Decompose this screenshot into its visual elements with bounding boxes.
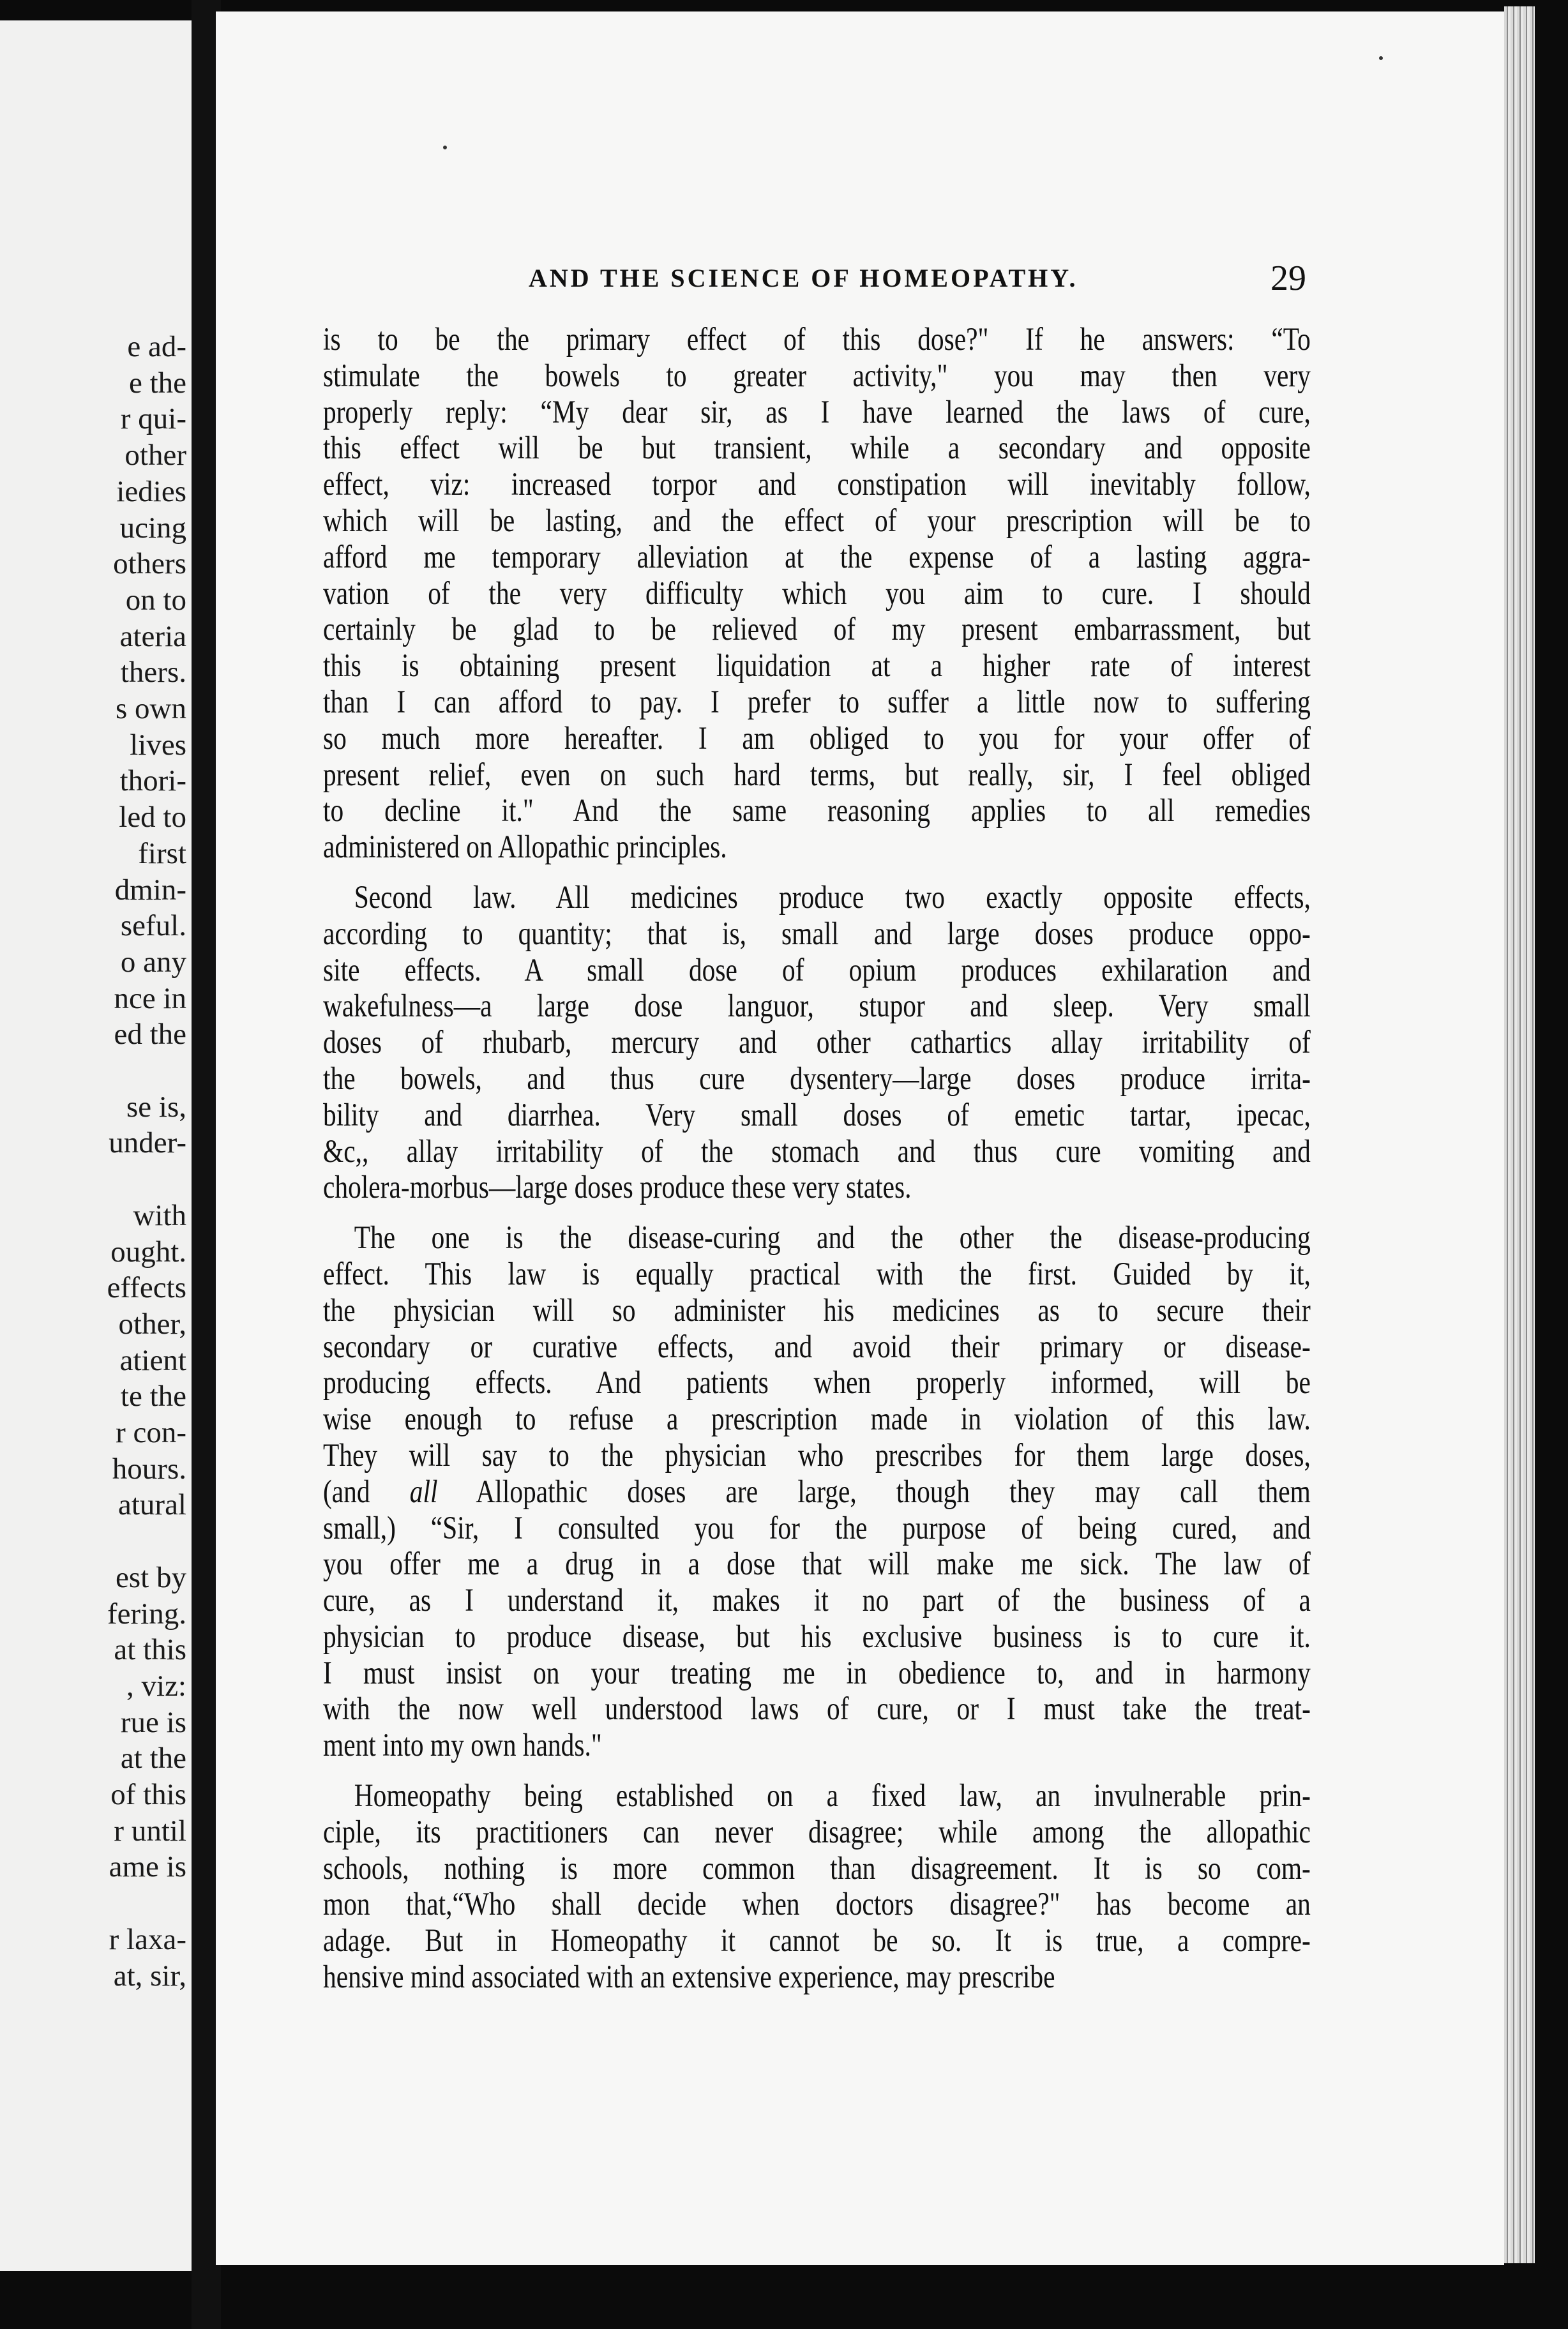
text-line: wakefulness—a large dose languor, stupor and sleep. Very small xyxy=(323,988,1311,1025)
left-page-line: of this xyxy=(110,1778,186,1811)
left-facing-page xyxy=(0,20,192,2271)
text-line: I must insist on your treating me in obedience to, and in harmony xyxy=(323,1655,1311,1691)
text-line: physician to produce disease, but his exclusive business is to cure it. xyxy=(323,1618,1311,1655)
text-line: according to quantity; that is, small and large doses produce oppo- xyxy=(323,916,1311,952)
left-page-line: ucing xyxy=(119,511,186,545)
text-line: stimulate the bowels to greater activity," you may then very xyxy=(323,358,1311,394)
text-line: The one is the disease-curing and the other the disease-producing xyxy=(354,1220,1311,1256)
left-page-line: others xyxy=(113,547,186,581)
left-page-line: nce in xyxy=(114,981,186,1015)
ink-speck xyxy=(443,146,447,149)
left-page-line: at, sir, xyxy=(113,1959,186,1993)
running-head xyxy=(216,258,1504,296)
left-page-line: r laxa- xyxy=(109,1922,186,1956)
paragraph xyxy=(323,880,1311,1206)
main-page xyxy=(216,11,1504,2265)
text-line: mon that,“Who shall decide when doctors disagree?" has become an xyxy=(323,1887,1311,1923)
left-page-line: effects xyxy=(107,1271,186,1305)
text-line: the bowels, and thus cure dysentery—large doses produce irrita- xyxy=(323,1060,1311,1097)
text-line: which will be lasting, and the effect of your prescription will be to xyxy=(323,502,1311,539)
text-line: bility and diarrhea. Very small doses of emetic tartar, ipecac, xyxy=(323,1097,1311,1133)
left-page-line: other, xyxy=(118,1307,186,1341)
text-line: the physician will so administer his medicines as to secure their xyxy=(323,1292,1311,1329)
left-page-line: thori- xyxy=(119,764,186,798)
text-line: afford me temporary alleviation at the expense of a lasting aggra- xyxy=(323,539,1311,575)
left-page-line: hours. xyxy=(112,1452,186,1486)
left-page-line: r con- xyxy=(116,1416,186,1449)
text-line: present relief, even on such hard terms, but really, sir, I feel obliged xyxy=(323,757,1311,793)
left-page-line: atural xyxy=(118,1488,186,1522)
left-page-line: at the xyxy=(120,1742,186,1775)
left-page-line: ateria xyxy=(119,619,186,653)
text-line: adage. But in Homeopathy it cannot be so. It is true, a compre- xyxy=(323,1923,1311,1959)
left-page-line: thers. xyxy=(120,656,186,690)
left-page-line: lives xyxy=(130,728,186,762)
text-line: is to be the primary effect of this dose?" If he answers: “To xyxy=(323,322,1311,358)
left-page-line: fering. xyxy=(107,1597,186,1631)
text-line: They will say to the physician who prescribes for them large doses, xyxy=(323,1437,1311,1474)
left-page-line: r qui- xyxy=(120,402,186,436)
left-page-line: at this xyxy=(114,1633,186,1667)
text-line: cholera-morbus—large doses produce these very states. xyxy=(323,1170,912,1206)
left-page-line: se is, xyxy=(126,1090,186,1124)
text-line: ment into my own hands." xyxy=(323,1728,602,1764)
text-line: vation of the very difficulty which you aim to cure. I should xyxy=(323,575,1311,612)
running-title: AND THE SCIENCE OF HOMEOPATHY. xyxy=(529,264,1078,292)
text-line: producing effects. And patients when properly informed, will be xyxy=(323,1365,1311,1401)
text-line: site effects. A small dose of opium produces exhilaration and xyxy=(323,952,1311,988)
left-page-line: s own xyxy=(116,692,186,725)
left-page-line: on to xyxy=(125,583,186,617)
left-page-line: o any xyxy=(120,945,186,979)
left-page-line: first xyxy=(138,836,186,870)
left-page-line: ed the xyxy=(114,1018,186,1051)
left-page-line: led to xyxy=(119,801,186,834)
ink-speck xyxy=(1379,56,1383,60)
body-text xyxy=(323,322,1311,1996)
left-page-line: seful. xyxy=(120,909,186,943)
text-line: effect, viz: increased torpor and constipation will inevitably follow, xyxy=(323,467,1311,503)
text-line: ciple, its practitioners can never disagree; while among the allopathic xyxy=(323,1814,1311,1850)
text-line: small,) “Sir, I consulted you for the purpose of being cured, and xyxy=(323,1510,1311,1546)
text-line: properly reply: “My dear sir, as I have learned the laws of cure, xyxy=(323,394,1311,430)
paragraph xyxy=(323,1220,1311,1764)
text-line: Homeopathy being established on a fixed law, an invulnerable prin- xyxy=(354,1778,1311,1814)
paragraph xyxy=(323,322,1311,866)
left-page-line: rue is xyxy=(120,1705,186,1739)
text-line: schools, nothing is more common than disagreement. It is so com- xyxy=(323,1850,1311,1887)
text-line: administered on Allopathic principles. xyxy=(323,829,727,866)
text-line: wise enough to refuse a prescription made in violation of this law. xyxy=(323,1401,1311,1438)
left-page-line: ame is xyxy=(109,1850,186,1884)
text-line: hensive mind associated with an extensive experience, may prescribe xyxy=(323,1959,1055,1996)
page-edge-stack xyxy=(1504,6,1535,2263)
text-line: to decline it." And the same reasoning applies to all remedies xyxy=(323,793,1311,829)
text-line: (and all Allopathic doses are large, though they may call them xyxy=(323,1474,1311,1510)
left-page-line: atient xyxy=(119,1343,186,1377)
left-page-line: dmin- xyxy=(114,873,186,907)
left-page-line: e the xyxy=(128,366,186,400)
left-page-line: iedies xyxy=(116,474,186,508)
page-number: 29 xyxy=(1270,259,1306,298)
text-line: so much more hereafter. I am obliged to you for your offer of xyxy=(323,720,1311,757)
text-line: than I can afford to pay. I prefer to suffer a little now to suffering xyxy=(323,684,1311,720)
text-line: doses of rhubarb, mercury and other cathartics allay irritability of xyxy=(323,1025,1311,1061)
text-line: this is obtaining present liquidation at a higher rate of interest xyxy=(323,648,1311,684)
text-line: certainly be glad to be relieved of my present embarrassment, but xyxy=(323,612,1311,648)
text-line: effect. This law is equally practical with the first. Guided by it, xyxy=(323,1256,1311,1292)
text-line: &c,, allay irritability of the stomach and thus cure vomiting and xyxy=(323,1133,1311,1170)
left-page-line: est by xyxy=(116,1560,186,1594)
text-line: Second law. All medicines produce two exactly opposite effects, xyxy=(354,879,1311,916)
text-line: this effect will be but transient, while a secondary and opposite xyxy=(323,430,1311,467)
left-page-line: , viz: xyxy=(126,1669,186,1703)
text-line: secondary or curative effects, and avoid their primary or disease- xyxy=(323,1329,1311,1365)
left-page-line: other xyxy=(124,439,186,472)
left-page-line: e ad- xyxy=(127,330,186,363)
paragraph xyxy=(323,1778,1311,1996)
left-page-line: te the xyxy=(120,1380,186,1413)
left-page-line: with xyxy=(133,1198,186,1232)
text-line: with the now well understood laws of cure, or I must take the treat- xyxy=(323,1691,1311,1728)
left-page-line: r until xyxy=(114,1814,186,1848)
text-line: cure, as I understand it, makes it no part of the business of a xyxy=(323,1583,1311,1619)
left-page-line: under- xyxy=(109,1126,186,1160)
left-page-line: ought. xyxy=(110,1235,186,1269)
text-line: you offer me a drug in a dose that will make me sick. The law of xyxy=(323,1546,1311,1583)
